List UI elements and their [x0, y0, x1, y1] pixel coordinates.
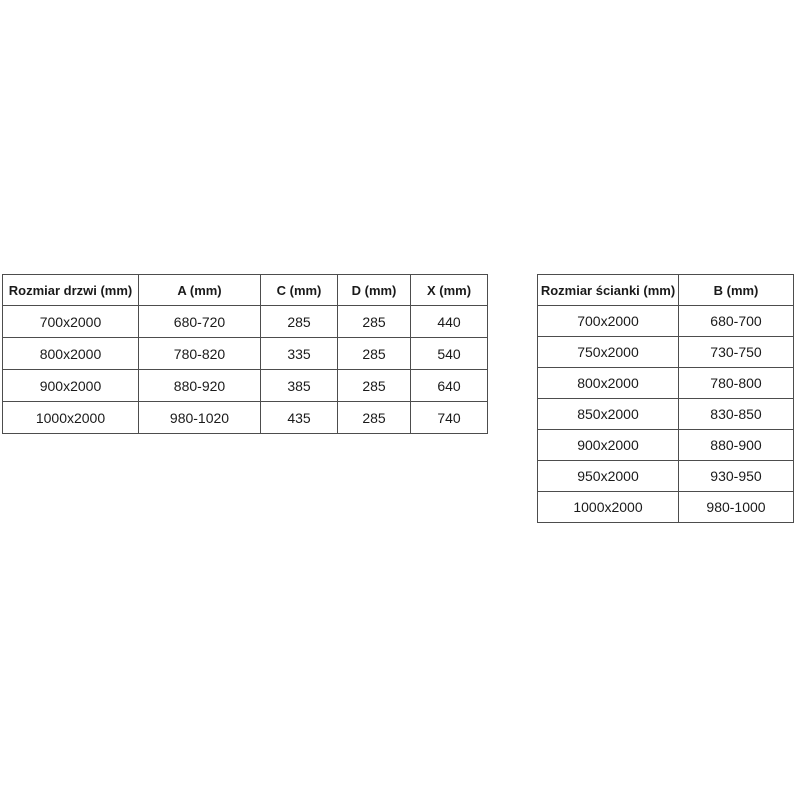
- table-cell: 285: [338, 370, 411, 402]
- table-row: [3, 402, 488, 434]
- table-row: [538, 430, 794, 461]
- table-cell: 335: [261, 338, 338, 370]
- door-header-x-mm: X (mm): [411, 275, 488, 306]
- door-size-table: [2, 274, 488, 434]
- table-cell: 680-700: [679, 306, 794, 337]
- table-row: [538, 492, 794, 523]
- table-cell: 780-800: [679, 368, 794, 399]
- table-cell: 750x2000: [538, 337, 679, 368]
- table-cell: 950x2000: [538, 461, 679, 492]
- table-cell: 435: [261, 402, 338, 434]
- table-cell: 385: [261, 370, 338, 402]
- table-cell: 700x2000: [538, 306, 679, 337]
- table-cell: 930-950: [679, 461, 794, 492]
- table-cell: 540: [411, 338, 488, 370]
- table-cell: 900x2000: [538, 430, 679, 461]
- table-row: [3, 338, 488, 370]
- table-cell: 740: [411, 402, 488, 434]
- table-cell: 285: [261, 306, 338, 338]
- table-cell: 680-720: [139, 306, 261, 338]
- door-header-rozmiar-drzwi: Rozmiar drzwi (mm): [3, 275, 139, 306]
- table-cell: 880-900: [679, 430, 794, 461]
- table-cell: 780-820: [139, 338, 261, 370]
- table-cell: 800x2000: [538, 368, 679, 399]
- table-cell: 1000x2000: [3, 402, 139, 434]
- table-cell: 700x2000: [3, 306, 139, 338]
- table-cell: 640: [411, 370, 488, 402]
- table-cell: 980-1000: [679, 492, 794, 523]
- door-header-d-mm: D (mm): [338, 275, 411, 306]
- table-cell: 440: [411, 306, 488, 338]
- table-cell: 1000x2000: [538, 492, 679, 523]
- table-cell: 980-1020: [139, 402, 261, 434]
- table-row: [538, 399, 794, 430]
- table-cell: 285: [338, 306, 411, 338]
- table-cell: 730-750: [679, 337, 794, 368]
- table-row: [538, 461, 794, 492]
- table-cell: 285: [338, 402, 411, 434]
- wall-header-b-mm: B (mm): [679, 275, 794, 306]
- door-table-header-row: [3, 275, 488, 306]
- table-cell: 900x2000: [3, 370, 139, 402]
- door-header-a-mm: A (mm): [139, 275, 261, 306]
- table-row: [3, 370, 488, 402]
- wall-table-header-row: [538, 275, 794, 306]
- table-row: [3, 306, 488, 338]
- table-row: [538, 368, 794, 399]
- table-cell: 800x2000: [3, 338, 139, 370]
- table-cell: 285: [338, 338, 411, 370]
- table-row: [538, 306, 794, 337]
- table-row: [538, 337, 794, 368]
- table-cell: 880-920: [139, 370, 261, 402]
- door-header-c-mm: C (mm): [261, 275, 338, 306]
- wall-size-table: [537, 274, 794, 523]
- wall-header-rozmiar-scianki: Rozmiar ścianki (mm): [538, 275, 679, 306]
- table-cell: 850x2000: [538, 399, 679, 430]
- table-cell: 830-850: [679, 399, 794, 430]
